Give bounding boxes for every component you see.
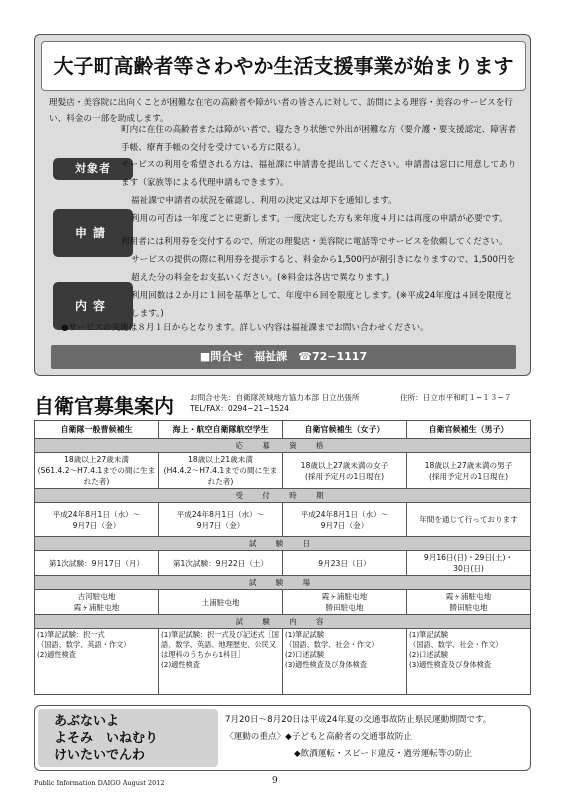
- column-header: 自衛官候補生（女子）: [283, 421, 407, 439]
- campaign-period: 7月20日〜8月20日は平成24年夏の交通事故防止県民運動期間です。: [225, 715, 492, 725]
- contact-bar: ■問合せ 福祉課 ☎72−1117: [51, 345, 516, 369]
- slogan-line: けいたいでんわ: [54, 748, 146, 763]
- application-line: 利用の可否は一年度ごとに更新します。一度決定した方も来年度４月には再度の申請が必要です。: [131, 214, 508, 224]
- table-cell: 平成24年8月1日（水）〜 9月7日（金）: [283, 503, 407, 537]
- recruit-phone: TEL/FAX：0294−21−1524: [190, 404, 289, 413]
- application-text: [121, 156, 521, 228]
- content-line: 利用回数は２か月に１回を基準として、年度中６回を限度とします。(※平成24年度は４回を限度とします。): [131, 291, 513, 319]
- campaign-focus-1: 〈運動の重点〉◆子どもと高齢者の交通事故防止: [225, 732, 413, 742]
- table-cell: 霞ヶ浦駐屯地 勝田駐屯地: [407, 590, 531, 615]
- traffic-text: [225, 712, 525, 763]
- recruit-location: 住所：日立市平和町１−１３−７: [400, 393, 512, 402]
- table-cell: (1)筆記試験 （国語、数学、社会・作文） (2)口述試験 (3)適性検査及び身体検査: [407, 629, 531, 695]
- table-cell: (1)筆記試験：択一式 （国語、数学、英語・作文） (2)適性検査: [35, 629, 159, 695]
- content-line: 利用者には利用券を交付するので、所定の理髪店・美容院に電話等でサービスを依頼してください。: [121, 237, 508, 247]
- eligibility-label: 対象者: [53, 158, 133, 180]
- table-cell: (1)筆記試験 （国語、数学、社会・作文） (2)口述試験 (3)適性検査及び身体検査: [283, 629, 407, 695]
- content-text: [121, 233, 521, 323]
- table-cell: 18歳以上21歳未満 (H4.4.2〜H7.4.1までの間に生まれた者): [159, 453, 283, 489]
- publication-name: Public Information DAIGO August 2012: [34, 779, 165, 787]
- support-title: 大子町高齢者等さわやか生活支援事業が始まります: [41, 41, 526, 91]
- application-line: サービスの利用を希望される方は、福祉課に申請書を提出してください。申請書は窓口に用意してあります（家族等による代理申請もできます）。: [121, 160, 517, 188]
- recruit-contact: [190, 392, 359, 414]
- table-cell: 18歳以上27歳未満 (S61.4.2〜H7.4.1までの間に生まれた者): [35, 453, 159, 489]
- slogan-box: [38, 709, 218, 767]
- table-cell: 土浦駐屯地: [159, 590, 283, 615]
- table-cell: (1)筆記試験：択一式及び記述式［国語、数学、英語、地理歴史、公民又は理科のうちから1科目］ (2)適性検査: [159, 629, 283, 695]
- table-cell: 平成24年8月1日（水）〜 9月7日（金）: [159, 503, 283, 537]
- recruit-office: お問合せ先：自衛隊茨城地方協力本部 日立出張所: [190, 393, 360, 402]
- table-cell: 年間を通じて行っております: [407, 503, 531, 537]
- test-date-header: 試 験 日: [35, 537, 531, 551]
- table-cell: 18歳以上27歳未満の男子 (採用予定月の1日現在): [407, 453, 531, 489]
- page-number: 9: [272, 776, 278, 786]
- content-line: サービスの提供の際に利用券を提示すると、料金から1,500円が割引きになりますので、1,500円を超えた分の料金をお支払いください。(※料金は各店で異なります。): [131, 255, 516, 283]
- table-cell: 平成24年8月1日（水）〜 9月7日（金）: [35, 503, 159, 537]
- table-cell: 9月23日（日）: [283, 551, 407, 576]
- eligibility-text: [121, 121, 521, 157]
- venue-header: 試 験 場: [35, 576, 531, 590]
- period-header: 受 付 時 期: [35, 489, 531, 503]
- support-section: [34, 34, 531, 376]
- table-cell: 第1次試験：9月17日（月）: [35, 551, 159, 576]
- table-cell: 霞ヶ浦駐屯地 勝田駐屯地: [283, 590, 407, 615]
- slogan-line: あぶないよ: [54, 714, 120, 729]
- column-header: 自衛隊一般曹候補生: [35, 421, 159, 439]
- application-line: 福祉課で申請者の状況を確認し、利用の決定又は却下を通知します。: [131, 196, 397, 206]
- column-header: 海上・航空自衛隊航空学生: [159, 421, 283, 439]
- content-label: 内容: [53, 282, 133, 330]
- content-header: 試 験 内 容: [35, 615, 531, 629]
- table-cell: 第1次試験：9月22日（土）: [159, 551, 283, 576]
- recruit-title: 自衛官募集案内: [34, 394, 174, 418]
- application-label: 申請: [53, 209, 133, 257]
- table-cell: 9月16日(日)・29日(土)・ 30日(日): [407, 551, 531, 576]
- recruit-table: [34, 420, 531, 695]
- support-note: ●サービスの実施は８月１日からとなります。詳しい内容は福祉課までお問い合わせください。: [61, 323, 429, 333]
- support-intro: 理髪店・美容院に出向くことが困難な在宅の高齢者や障がい者の皆さんに対して、訪問による理容・美容のサービスを行い、料金の一部を助成します。: [49, 98, 513, 124]
- table-cell: 18歳以上27歳未満の女子 (採用予定月の1日現在): [283, 453, 407, 489]
- qualification-header: 応 募 資 格: [35, 439, 531, 453]
- eligibility-line: 町内に在住の高齢者または障がい者で、寝たきり状態で外出が困難な方（要介護・要支援認定、障害者手帳、療育手帳の交付を受けている方に限る）。: [121, 125, 517, 153]
- slogan-line: よそみ いねむり: [54, 731, 159, 746]
- campaign-focus-2: ◆飲酒運転・スピード違反・過労運転等の防止: [294, 749, 473, 759]
- table-cell: 古河駐屯地 霞ヶ浦駐屯地: [35, 590, 159, 615]
- traffic-safety-section: [34, 705, 531, 771]
- column-header: 自衛官候補生（男子）: [407, 421, 531, 439]
